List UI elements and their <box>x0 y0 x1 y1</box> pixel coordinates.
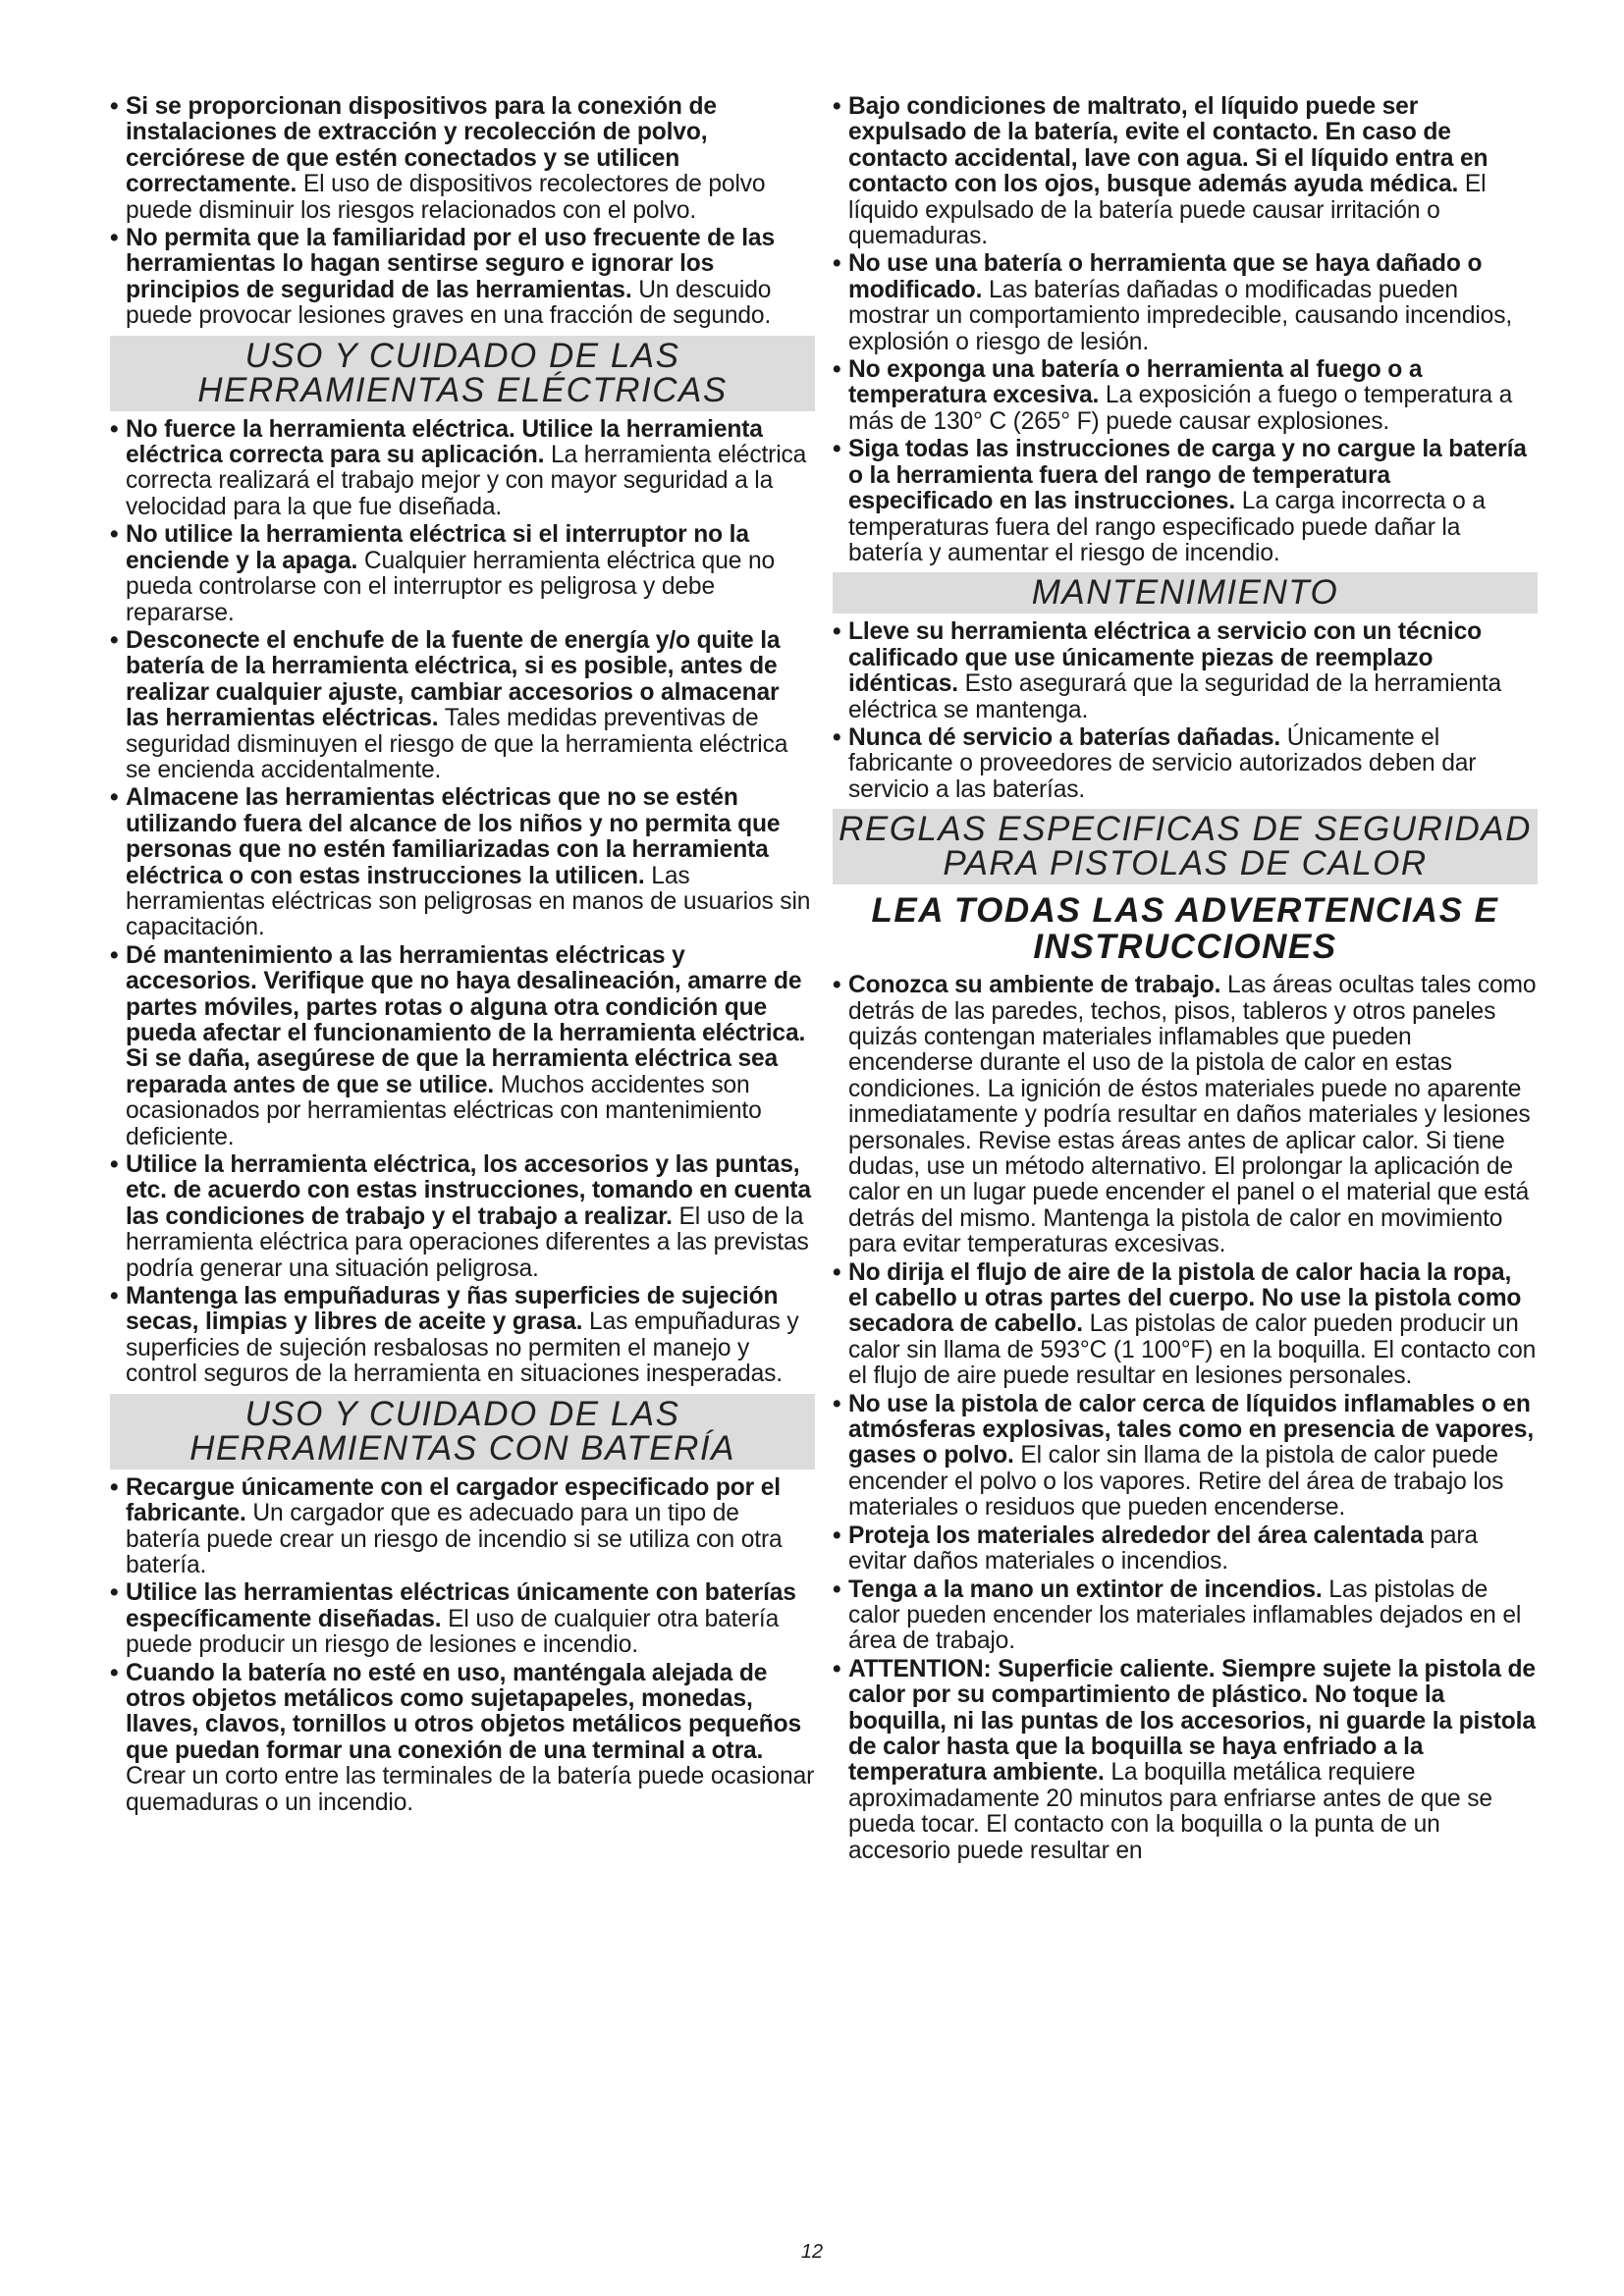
item-emphasis: Siga todas las instrucciones de carga y no cargue la batería o la herramienta fuera del rango de temperatura especificado en las instrucciones. <box>848 436 1527 515</box>
list-item <box>833 1577 1538 1655</box>
item-emphasis: Conozca su ambiente de trabajo. <box>848 972 1221 999</box>
list-item <box>110 522 815 626</box>
item-emphasis: No permita que la familiaridad por el uso frecuente de las herramientas lo hagan sentirse seguro e ignorar los principios de seguridad de las herramientas. <box>126 225 775 303</box>
item-text: La carga incorrecta o a temperaturas fuera del rango especificado puede dañar la batería y aumentar el riesgo de incendio. <box>848 488 1486 566</box>
item-text: para evitar daños materiales o incendios. <box>848 1522 1478 1575</box>
section-heading-battery-tools: USO Y CUIDADO DE LAS HERRAMIENTAS CON BATERÍA <box>110 1394 815 1469</box>
right-list-3 <box>833 973 1538 1864</box>
list-item <box>110 785 815 940</box>
item-text: El calor sin llama de la pistola de calor puede encender el polvo o los vapores. Retire del área de trabajo los materiales o residuos que pueden encenderse. <box>848 1442 1504 1522</box>
item-emphasis: Almacene las herramientas eléctricas que no se estén utilizando fuera del alcance de los niños y no permita que personas que no estén familiarizadas con la herramienta eléctrica o con estas instrucciones la utilicen. <box>126 784 781 889</box>
list-item <box>110 1152 815 1282</box>
left-list-3 <box>110 1475 815 1816</box>
left-column <box>110 94 815 1818</box>
item-text: Únicamente el fabricante o proveedores de servicio autorizados deben dar servicio a las baterías. <box>848 723 1477 803</box>
section-heading-heat-gun-rules: REGLAS ESPECIFICAS DE SEGURIDAD PARA PISTOLAS DE CALOR <box>833 809 1538 884</box>
item-emphasis: Dé mantenimiento a las herramientas eléctricas y accesorios. Verifique que no haya desalineación, amarre de partes móviles, partes rotas o alguna otra condición que pueda afectar el funcionamiento de la herramienta eléctrica. Si se daña, asegúrese de que la herramienta eléctrica sea reparada antes de que se utilice. <box>126 941 806 1098</box>
list-item <box>110 94 815 224</box>
item-text: Las pistolas de calor pueden producir un calor sin llama de 593°C (1 100°F) en la boquilla. El contacto con el flujo de aire puede resultar en lesiones personales. <box>848 1310 1537 1390</box>
item-text: Un descuido puede provocar lesiones graves en una fracción de segundo. <box>126 276 772 330</box>
item-emphasis: ATTENTION: Superficie caliente. Siempre sujete la pistola de calor por su compartimiento de plástico. No toque la boquilla, ni las puntas de los accesorios, ni guarde la pistola de calor hasta que la boquilla se haya enfriado a la temperatura ambiente. <box>848 1655 1536 1787</box>
list-item <box>110 1661 815 1816</box>
item-text: Las pistolas de calor pueden encender los materiales inflamables dejados en el área de trabajo. <box>848 1575 1522 1655</box>
item-text: Muchos accidentes son ocasionados por herramientas eléctricas con mantenimiento deficiente. <box>126 1071 762 1150</box>
list-item <box>110 226 815 330</box>
item-text: Las empuñaduras y superficies de sujeción resbalosas no permiten el manejo y control seguros de la herramienta en situaciones inesperadas. <box>126 1308 799 1388</box>
section-heading-maintenance: MANTENIMIENTO <box>833 572 1538 614</box>
list-item <box>110 1284 815 1388</box>
item-emphasis: No use una batería o herramienta que se haya dañado o modificado. <box>848 250 1483 303</box>
item-emphasis: Utilice la herramienta eléctrica, los accesorios y las puntas, etc. de acuerdo con estas instrucciones, tomando en cuenta las condiciones de trabajo y el trabajo a realizar. <box>126 1151 811 1230</box>
item-text: La boquilla metálica requiere aproximadamente 20 minutos para enfriarse antes de que se pueda tocar. El contacto con la boquilla o la punta de un accesorio puede resultar en <box>848 1759 1492 1864</box>
right-list-1 <box>833 94 1538 566</box>
item-emphasis: Mantenga las empuñaduras y ñas superficies de sujeción secas, limpias y libres de aceite y grasa. <box>126 1283 779 1336</box>
item-emphasis: Proteja los materiales alrededor del área calentada <box>848 1522 1424 1549</box>
item-text: El líquido expulsado de la batería puede causar irritación o quemaduras. <box>848 171 1487 250</box>
item-text: El uso de cualquier otra batería puede producir un riesgo de lesiones e incendio. <box>126 1605 780 1659</box>
item-emphasis: No utilice la herramienta eléctrica si el interruptor no la enciende y la apaga. <box>126 521 749 574</box>
right-list-2 <box>833 619 1538 803</box>
right-column <box>833 94 1538 1866</box>
item-text: Tales medidas preventivas de seguridad disminuyen el riesgo de que la herramienta eléctrica se encienda accidentalmente. <box>126 705 788 783</box>
item-emphasis: Utilice las herramientas eléctricas únicamente con baterías específicamente diseñadas. <box>126 1579 796 1632</box>
item-emphasis: Bajo condiciones de maltrato, el líquido puede ser expulsado de la batería, evite el contacto. En caso de contacto accidental, lave con agua. Si el líquido entra en contacto con los ojos, busque además ayuda médica. <box>848 93 1489 198</box>
item-emphasis: No use la pistola de calor cerca de líquidos inflamables o en atmósferas explosivas, tales como en presencia de vapores, gases o polvo. <box>848 1390 1535 1469</box>
item-text: El uso de la herramienta eléctrica para operaciones diferentes a las previstas podría generar una situación peligrosa. <box>126 1202 809 1282</box>
list-item <box>833 437 1538 566</box>
item-text: Las áreas ocultas tales como detrás de las paredes, techos, pisos, tableros y otros paneles quizás contengan materiales inflamables que pueden encenderse durante el uso de la pistola de calor en estas condiciones. La ignición de éstos materiales puede no aparente inmediatamente y podría resultar en daños materiales y lesiones personales. Revise estas áreas antes de aplicar calor. Si tiene dudas, use un método alternativo. El prolongar la aplicación de calor en un lugar puede encender el panel o el material que está detrás del mismo. Mantenga la pistola de calor en movimiento para evitar temperaturas excesivas. <box>848 972 1537 1258</box>
item-emphasis: Recargue únicamente con el cargador especificado por el fabricante. <box>126 1473 781 1527</box>
page-number: 12 <box>800 2241 824 2263</box>
left-list-2 <box>110 417 815 1388</box>
item-emphasis: No dirija el flujo de aire de la pistola de calor hacia la ropa, el cabello u otras partes del cuerpo. No use la pistola como secadora de cabello. <box>848 1258 1522 1338</box>
item-emphasis: Desconecte el enchufe de la fuente de energía y/o quite la batería de la herramienta eléctrica, si es posible, antes de realizar cualquier ajuste, cambiar accesorios o almacenar las herramientas eléctricas. <box>126 626 781 732</box>
list-item <box>833 973 1538 1257</box>
section-heading-power-tools: USO Y CUIDADO DE LAS HERRAMIENTAS ELÉCTRICAS <box>110 336 815 411</box>
item-text: Las herramientas eléctricas son peligrosas en manos de usuarios sin capacitación. <box>126 862 811 941</box>
item-text: Esto asegurará que la seguridad de la herramienta eléctrica se mantenga. <box>848 670 1501 723</box>
item-text: Crear un corto entre las terminales de la batería puede ocasionar quemaduras o un incendio. <box>126 1763 815 1816</box>
list-item <box>833 251 1538 355</box>
left-list-1 <box>110 94 815 330</box>
list-item <box>110 943 815 1150</box>
item-emphasis: Lleve su herramienta eléctrica a servicio con un técnico calificado que use únicamente piezas de reemplazo idénticas. <box>848 618 1482 698</box>
list-item <box>833 94 1538 249</box>
read-all-warnings-heading: LEA TODAS LAS ADVERTENCIAS E INSTRUCCIONES <box>871 891 1499 967</box>
list-item <box>833 1657 1538 1864</box>
item-emphasis: Si se proporcionan dispositivos para la conexión de instalaciones de extracción y recolección de polvo, cerciórese de que estén conectados y se utilicen correctamente. <box>126 93 717 198</box>
item-emphasis: No exponga una batería o herramienta al fuego o a temperatura excesiva. <box>848 356 1423 409</box>
item-emphasis: Cuando la batería no esté en uso, manténgala alejada de otros objetos metálicos como sujetapapeles, monedas, llaves, clavos, tornillos u otros objetos metálicos pequeños que puedan formar una conexión de una terminal a otra. <box>126 1659 802 1764</box>
item-text: Cualquier herramienta eléctrica que no pueda controlarse con el interruptor es peligrosa y debe repararse. <box>126 547 775 626</box>
item-text: Las baterías dañadas o modificadas pueden mostrar un comportamiento impredecible, causando incendios, explosión o riesgo de lesión. <box>848 276 1513 355</box>
list-item <box>110 1475 815 1579</box>
item-emphasis: No fuerce la herramienta eléctrica. Utilice la herramienta eléctrica correcta para su aplicación. <box>126 415 763 469</box>
item-emphasis: Nunca dé servicio a baterías dañadas. <box>848 723 1281 751</box>
list-item <box>833 725 1538 803</box>
list-item <box>833 619 1538 723</box>
item-text: El uso de dispositivos recolectores de polvo puede disminuir los riesgos relacionados con el polvo. <box>126 171 766 224</box>
list-item <box>110 417 815 521</box>
item-text: La herramienta eléctrica correcta realizará el trabajo mejor y con mayor seguridad a la velocidad para la que fue diseñada. <box>126 442 807 520</box>
item-emphasis: Tenga a la mano un extintor de incendios. <box>848 1575 1323 1603</box>
list-item <box>833 1523 1538 1575</box>
list-item <box>833 1260 1538 1390</box>
list-item <box>110 628 815 783</box>
list-item <box>833 1392 1538 1522</box>
list-item <box>110 1580 815 1658</box>
list-item <box>833 357 1538 435</box>
item-text: Un cargador que es adecuado para un tipo de batería puede crear un riesgo de incendio si se utiliza con otra batería. <box>126 1500 783 1578</box>
item-text: La exposición a fuego o temperatura a más de 130° C (265° F) puede causar explosiones. <box>848 382 1513 435</box>
